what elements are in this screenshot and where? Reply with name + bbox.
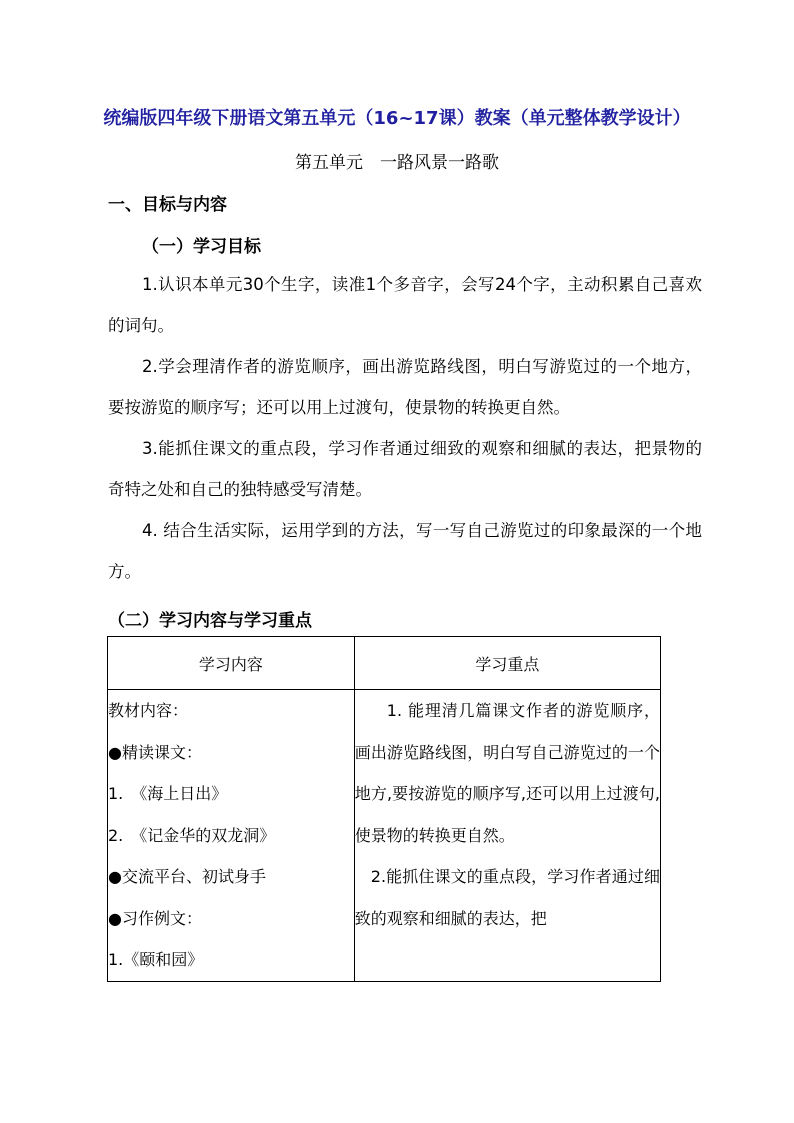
focus-paragraph-2: 2.能抓住课文的重点段，学习作者通过细致的观察和细腻的表达，把 bbox=[354, 867, 660, 928]
document-title: 统编版四年级下册语文第五单元（16~17课）教案（单元整体教学设计） bbox=[103, 108, 691, 129]
list-item: 1. 《海上日出》 bbox=[108, 784, 228, 803]
subheading-learning-goals: （一）学习目标 bbox=[142, 237, 261, 257]
list-item: ●习作例文： bbox=[108, 908, 202, 928]
table-header-row bbox=[108, 637, 661, 690]
unit-subtitle: 第五单元 一路风景一路歌 bbox=[295, 153, 499, 173]
cell-learning-content bbox=[108, 690, 355, 982]
subheading-content-and-focus: （二）学习内容与学习重点 bbox=[108, 611, 312, 631]
list-item: ●精读课文： bbox=[108, 742, 202, 762]
list-item: 2. 《记金华的双龙洞》 bbox=[108, 825, 276, 845]
goal-paragraph-2: 2.学会理清作者的游览顺序，画出游览路线图，明白写游览过的一个地方，要按游览的顺序写；还可以用上过渡句，使景物的转换更自然。 bbox=[108, 357, 702, 417]
focus-paragraph-1: 1. 能理清几篇课文作者的游览顺序，画出游览路线图，明白写自己游览过的一个地方,要按游览的顺序写,还可以用上过渡句,使景物的转换更自然。 bbox=[354, 701, 660, 845]
section-heading-goals-content: 一、目标与内容 bbox=[108, 195, 227, 215]
list-item: 1.《颐和园》 bbox=[108, 950, 204, 969]
list-item: 教材内容： bbox=[108, 701, 189, 720]
header-learning-content: 学习内容 bbox=[108, 637, 355, 690]
header-learning-focus: 学习重点 bbox=[354, 637, 660, 690]
goal-paragraph-1: 1.认识本单元30个生字，读准1个多音字，会写24个字，主动积累自己喜欢的词句。 bbox=[108, 275, 702, 335]
table-row bbox=[108, 690, 661, 982]
content-focus-table bbox=[107, 636, 661, 982]
goal-paragraph-4: 4. 结合生活实际，运用学到的方法，写一写自己游览过的印象最深的一个地方。 bbox=[108, 521, 702, 581]
goal-paragraph-3: 3.能抓住课文的重点段，学习作者通过细致的观察和细腻的表达，把景物的奇特之处和自己的独特感受写清楚。 bbox=[108, 439, 702, 499]
cell-learning-focus bbox=[354, 690, 660, 982]
list-item: ●交流平台、初试身手 bbox=[108, 867, 266, 886]
